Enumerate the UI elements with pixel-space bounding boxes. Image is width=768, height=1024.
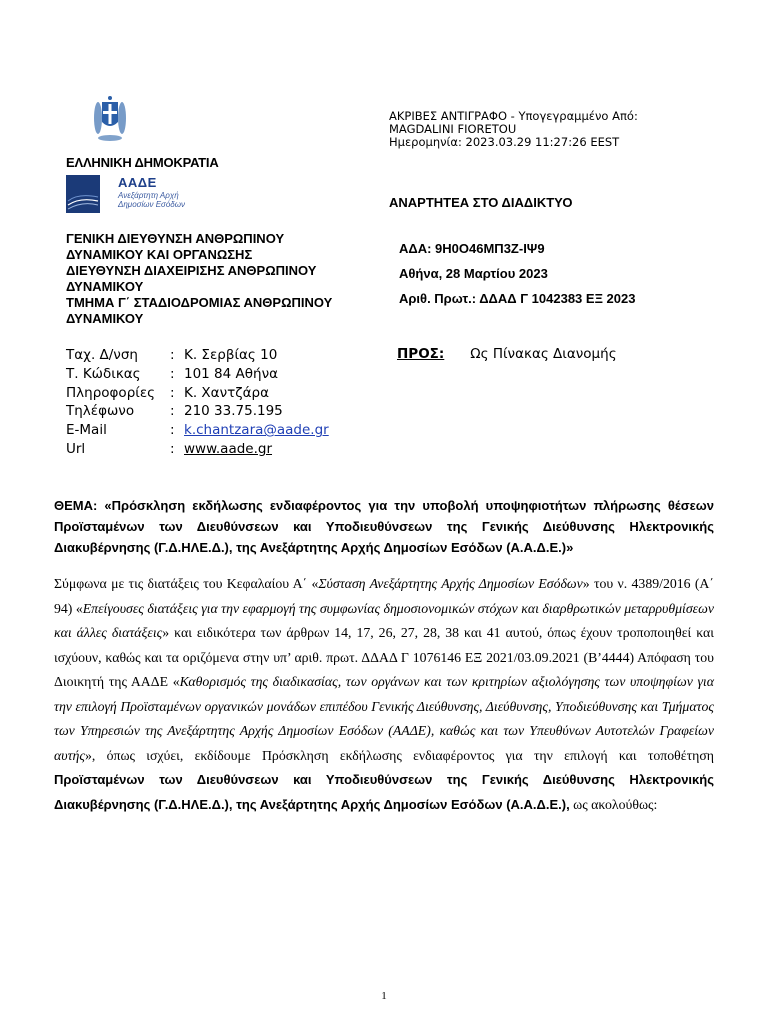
aade-logo-subtitle <box>118 191 185 209</box>
contact-key: Url <box>66 440 86 457</box>
contact-colon: : <box>170 384 175 401</box>
organization-block <box>66 231 332 327</box>
org-line: ΔΥΝΑΜΙΚΟΥ ΚΑΙ ΟΡΓΑΝΩΣΗΣ <box>66 247 253 262</box>
contact-key: E-Mail <box>66 422 107 439</box>
contact-value: Κ. Σερβίας 10 <box>184 347 278 363</box>
recipient-block <box>397 346 617 362</box>
recipient-label: ΠΡΟΣ: <box>397 346 445 362</box>
org-line: ΤΜΗΜΑ Γ΄ ΣΤΑΔΙΟΔΡΟΜΙΑΣ ΑΝΘΡΩΠΙΝΟΥ <box>66 295 333 310</box>
aade-logo <box>66 175 206 215</box>
aade-logo-brand: ΑΑΔΕ <box>118 175 157 190</box>
republic-title: ΕΛΛΗΝΙΚΗ ΔΗΜΟΚΡΑΤΙΑ <box>66 155 219 170</box>
greek-emblem-icon <box>92 92 128 142</box>
contact-colon: : <box>170 440 175 457</box>
aade-logo-mark-icon <box>66 175 100 213</box>
contact-colon: : <box>170 365 175 382</box>
contact-row <box>66 346 329 365</box>
document-date: Αθήνα, 28 Μαρτίου 2023 <box>399 266 548 281</box>
org-line: ΔΥΝΑΜΙΚΟΥ <box>66 279 144 294</box>
contact-details <box>66 346 329 459</box>
protocol-number: Αριθ. Πρωτ.: ΔΔΑΔ Γ 1042383 ΕΞ 2023 <box>399 291 636 306</box>
recipient-value: Ως Πίνακας Διανομής <box>470 346 617 362</box>
email-link[interactable]: k.chantzara@aade.gr <box>184 422 329 439</box>
org-line: ΓΕΝΙΚΗ ΔΙΕΥΘΥΝΣΗ ΑΝΘΡΩΠΙΝΟΥ <box>66 231 285 246</box>
org-line: ΔΙΕΥΘΥΝΣΗ ΔΙΑΧΕΙΡΙΣΗΣ ΑΝΘΡΩΠΙΝΟΥ <box>66 263 317 278</box>
publish-notice: ΑΝΑΡΤΗΤΕΑ ΣΤΟ ΔΙΑΔΙΚΤΥΟ <box>389 195 573 210</box>
body-italic-text: Σύσταση Ανεξάρτητης Αρχής Δημοσίων Εσόδων <box>318 576 583 591</box>
contact-colon: : <box>170 422 175 439</box>
body-text: » του ν. 4389/2016 (Α΄ 94) « <box>54 576 714 616</box>
page-number: 1 <box>381 990 387 1002</box>
contact-row <box>66 384 329 403</box>
website-link[interactable]: www.aade.gr <box>184 440 273 457</box>
contact-colon: : <box>170 403 175 420</box>
signature-line-3: Ημερομηνία: 2023.03.29 11:27:26 EEST <box>389 135 620 149</box>
body-text: Σύμφωνα με τις διατάξεις του Κεφαλαίου Α΄ « <box>54 576 319 591</box>
contact-row <box>66 402 329 421</box>
body-bold-text: Προϊσταμένων των Διευθύνσεων και Υποδιευθύνσεων της Γενικής Διεύθυνσης Ηλεκτρονικής Διακυβέρνησης (Γ.Δ.ΗΛΕ.Δ.), της Ανεξάρτητης Αρχής Δημοσίων Εσόδων (Α.Α.Δ.Ε.), <box>54 772 714 812</box>
body-text: », όπως ισχύει, εκδίδουμε Πρόσκληση εκδήλωσης ενδιαφέροντος για την επιλογή και τοποθέτηση <box>84 747 714 763</box>
body-italic-text: Επείγουσες διατάξεις για την εφαρμογή της συμφωνίας δημοσιονομικών στόχων και διαρθρωτικών μεταρρυθμίσεων και άλλες διατάξεις <box>54 600 714 640</box>
contact-row <box>66 440 329 459</box>
body-text: » και ειδικότερα των άρθρων 14, 17, 26, 27, 28, 38 και 41 αυτού, όπως έχουν τροποποιηθεί και ισχύουν, καθώς και τα οριζόμενα στην υπ’ αριθ. πρωτ. ΔΔΑΔ Γ 1076146 ΕΞ 2021/03.09.2021 (Β’4444) Απόφαση του Διοικητή της ΑΑΔΕ « <box>54 625 714 689</box>
org-line: ΔΥΝΑΜΙΚΟΥ <box>66 311 144 326</box>
contact-value: 101 84 Αθήνα <box>184 365 279 382</box>
aade-logo-subtitle-1: Ανεξάρτητη Αρχή <box>118 191 179 200</box>
contact-value: 210 33.75.195 <box>184 403 283 420</box>
body-text: ως ακολούθως: <box>569 796 658 812</box>
signature-line-1: ΑΚΡΙΒΕΣ ΑΝΤΙΓΡΑΦΟ - Υπογεγραμμένο Από: <box>389 109 638 123</box>
contact-key: Τηλέφωνο <box>66 403 135 420</box>
contact-row <box>66 421 329 440</box>
document-subject: ΘΕΜΑ: «Πρόσκληση εκδήλωσης ενδιαφέροντος για την υποβολή υποψηφιοτήτων πλήρωσης θέσεων Προϊσταμένων των Διευθύνσεων και Υποδιευθύνσεων της Γενικής Διεύθυνσης Ηλεκτρονικής Διακυβέρνησης (Γ.Δ.ΗΛΕ.Δ.), της Ανεξάρτητης Αρχής Δημοσίων Εσόδων (Α.Α.Δ.Ε.)» <box>54 498 714 555</box>
contact-value: Κ. Χαντζάρα <box>184 384 269 401</box>
contact-row <box>66 365 329 384</box>
body-italic-text: Καθορισμός της διαδικασίας, των οργάνων και των κριτηρίων αξιολόγησης των υποψηφίων για την επιλογή Προϊσταμένων οργανικών μονάδων επιπέδου Γενικής Διεύθυνσης, Διεύθυνσης, Υποδιεύθυνσης και Τμήματος των Υπηρεσιών της Ανεξάρτητης Αρχής Δημοσίων Εσόδων (ΑΑΔΕ), καθώς και των Υπευθύνων Αυτοτελών Γραφείων αυτής <box>54 674 714 763</box>
document-body <box>54 572 714 817</box>
ada-number: ΑΔΑ: 9Η0Ο46ΜΠ3Ζ-ΙΨ9 <box>399 241 545 256</box>
contact-key: Ταχ. Δ/νση <box>66 347 138 363</box>
signature-line-2: MAGDALINI FIORETOU <box>389 122 517 136</box>
contact-key: Τ. Κώδικας <box>66 365 141 382</box>
contact-colon: : <box>170 347 175 363</box>
document-meta <box>399 236 635 311</box>
digital-signature-block <box>389 110 638 149</box>
aade-logo-subtitle-2: Δημοσίων Εσόδων <box>118 200 185 209</box>
contact-key: Πληροφορίες <box>66 384 156 401</box>
